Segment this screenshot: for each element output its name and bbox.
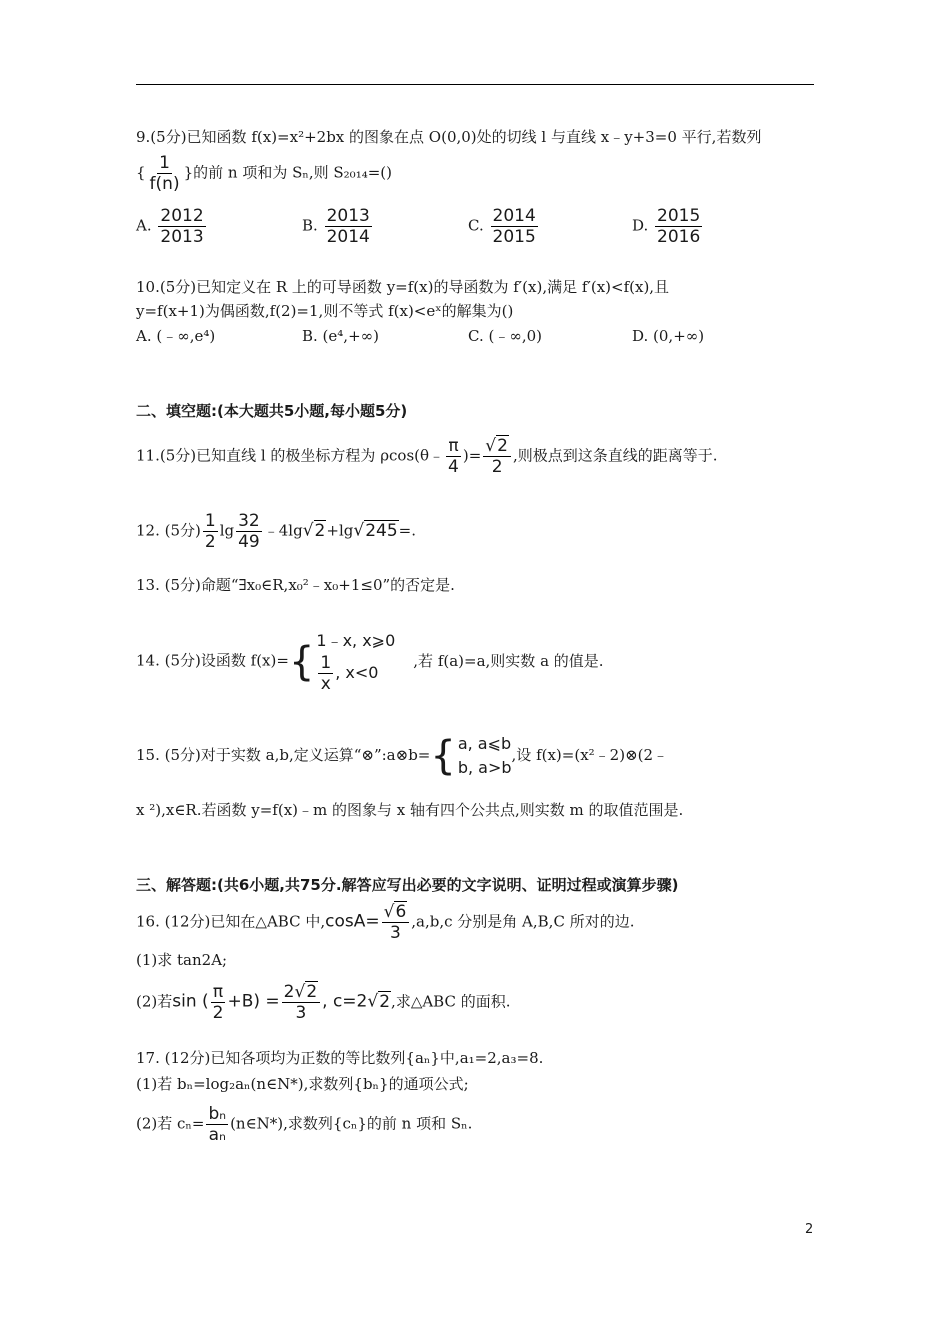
page-number: 2 [805,1222,814,1237]
q10-option-b: B. (e⁴,+∞) [302,327,379,345]
q14: 14. (5分)设函数 f(x)={ 1﹣x, x⩾0 $\frac{1}{x}$ , x<0 ,若 f(a)=a,则实数 a 的值是. [136,631,604,694]
q10-option-d: D. (0,+∞) [632,327,705,345]
q9-option-d: D. $\frac{2015}{2016}$ [632,206,701,247]
q9-option-b: B. $\frac{2013}{2014}$ [302,206,370,247]
header-rule [136,84,814,85]
q12: 12. (5分) $\frac{1}{2}$ lg $\frac{32}{49}$ ﹣4lg√2+lg√245=. [136,511,416,552]
q10-line2: y=f(x+1)为偶函数,f(2)=1,则不等式 f(x)<eˣ的解集为() [136,302,514,320]
q9-option-a: A. $\frac{2012}{2013}$ [136,206,204,247]
q16-part1: (1)求 tan2A; [136,951,228,969]
q17-line1: 17. (12分)已知各项均为正数的等比数列{aₙ}中,a₁=2,a₃=8. [136,1049,544,1067]
q15-line1: 15. (5分)对于实数 a,b,定义运算“⊗”:a⊗b={ a, a⩽b b, a>b ,设 f(x)=(x²﹣2)⊗(2﹣ [136,733,669,779]
q9-line2: { $\frac{1}{f(n)}$ }的前 n 项和为 Sₙ,则 S₂₀₁₄=() [136,153,392,194]
q13: 13. (5分)命题“∃x₀∈R,x₀²﹣x₀+1≤0”的否定是. [136,576,455,594]
q10-line1: 10.(5分)已知定义在 R 上的可导函数 y=f(x)的导函数为 f′(x),满足 f′(x)<f(x),且 [136,278,670,296]
q17-part1: (1)若 bₙ=log₂aₙ(n∈N*),求数列{bₙ}的通项公式; [136,1075,469,1093]
q16-line1: 16. (12分)已知在△ABC 中,cosA= $\frac{√6}{3}$ ,a,b,c 分别是角 A,B,C 所对的边. [136,902,635,943]
q9-option-c: C. $\frac{2014}{2015}$ [468,206,536,247]
section2-heading: 二、填空题:(本大题共5小题,每小题5分) [136,402,408,420]
q17-part2: (2)若 cₙ= $\frac{\text{bₙ}}{\text{aₙ}}$ (n∈N*),求数列{cₙ}的前 n 项和 Sₙ. [136,1104,473,1145]
q9-fraction: $\frac{1}{f(n)}$ [149,153,180,194]
q15-line2: x ²),x∈R.若函数 y=f(x)﹣m 的图象与 x 轴有四个公共点,则实数 m 的取值范围是. [136,801,684,819]
q11: 11.(5分)已知直线 l 的极坐标方程为 ρcos(θ﹣ $\frac{\pi}{4}$ )= $\frac{√2}{2}$ ,则极点到这条直线的距离等于. [136,436,718,477]
q16-part2: (2)若sin ( $\frac{\pi}{2}$ +B) = $\frac{2√2}{3}$ , c=2√2,求△ABC 的面积. [136,982,511,1023]
q10-option-a: A. (﹣∞,e⁴) [136,327,216,345]
q9-line1: 9.(5分)已知函数 f(x)=x²+2bx 的图象在点 O(0,0)处的切线 l 与直线 x﹣y+3=0 平行,若数列 [136,128,762,146]
q10-option-c: C. (﹣∞,0) [468,327,542,345]
section3-heading: 三、解答题:(共6小题,共75分.解答应写出必要的文字说明、证明过程或演算步骤) [136,876,679,894]
